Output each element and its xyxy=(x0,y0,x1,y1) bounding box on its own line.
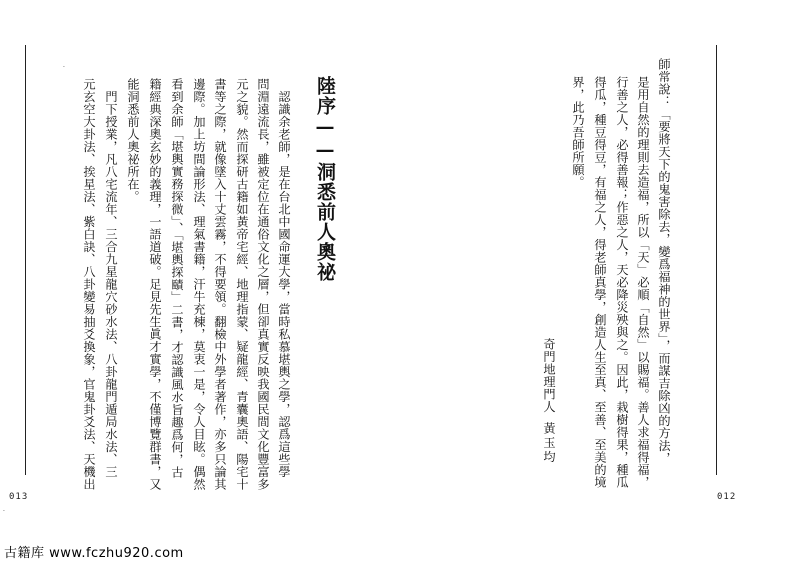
page-number: 013 xyxy=(9,492,29,502)
page-edge xyxy=(716,45,717,475)
scan-speck: · xyxy=(3,508,5,515)
left-page-column: 書等之際，就像墜入十丈雲霧，不得要領。翻檢中外學者著作，亦多只論其 xyxy=(213,78,227,491)
site-watermark: 古籍库 www.fczhu920.com xyxy=(4,545,184,561)
page-edge xyxy=(25,45,26,475)
left-page-column: 元玄空大卦法、挨星法、紫白訣、八卦變易抽爻換象，官鬼卦爻法、天機出 xyxy=(82,78,96,491)
right-page-column: 是用自然的理則去造福，所以「天」必順「自然」以賜福。善人求福得福， xyxy=(636,76,650,489)
right-page-column: 師常說：「要將天下的鬼害除去，變爲福神的世界」，而謀吉除凶的方法， xyxy=(657,58,671,465)
left-page-column: 問淵遠流長，雖被定位在通俗文化之層，但卻真實反映我國民間文化豐富多 xyxy=(256,78,270,491)
right-page-column: 界，此乃吾師所願。 xyxy=(571,76,585,189)
left-page-column: 看到余師「堪輿實務探微」、「堪輿探賾」二書，才認識風水旨趣爲何，古 xyxy=(170,78,184,479)
watermark-bar xyxy=(0,540,793,562)
scan-speck: · xyxy=(63,64,65,71)
signature-title: 奇門地理門人 xyxy=(542,338,556,413)
page-number: 012 xyxy=(717,492,737,502)
left-page-column: 認識余老師，是在台北中國命運大學，當時私慕堪輿之學，認爲這些學 xyxy=(277,78,291,478)
right-page-column: 得瓜，種豆得豆，有福之人，得老師真學，創造人生至真、至善、至美的境 xyxy=(593,76,607,489)
left-page-column: 能洞悉前人奧祕所在。 xyxy=(126,78,140,203)
left-page-column: 籍經典深奧玄妙的義理，一語道破。足見先生眞才實學，不僅博覽群書，又 xyxy=(148,78,162,491)
chapter-title: 陸序——洞悉前人奧祕 xyxy=(314,76,336,282)
signature-name: 黃玉均 xyxy=(542,422,556,465)
left-page-column: 門下授業，凡八宅流年、三合九星龍穴砂水法、八卦龍門遁局水法、三 xyxy=(104,78,118,478)
left-page-column: 元之貌。然而探研古籍如黃帝宅經、地理指蒙、疑龍經、青囊奧語、陽宅十 xyxy=(235,78,249,491)
left-page-column: 邊際。加上坊間論形法、理氣書籍，汗牛充棟，莫衷一是，令人目眩。偶然 xyxy=(192,78,206,491)
right-page-column: 行善之人，必得善報；作惡之人，天必降災殃與之。因此，栽樹得果，種瓜 xyxy=(615,76,629,489)
